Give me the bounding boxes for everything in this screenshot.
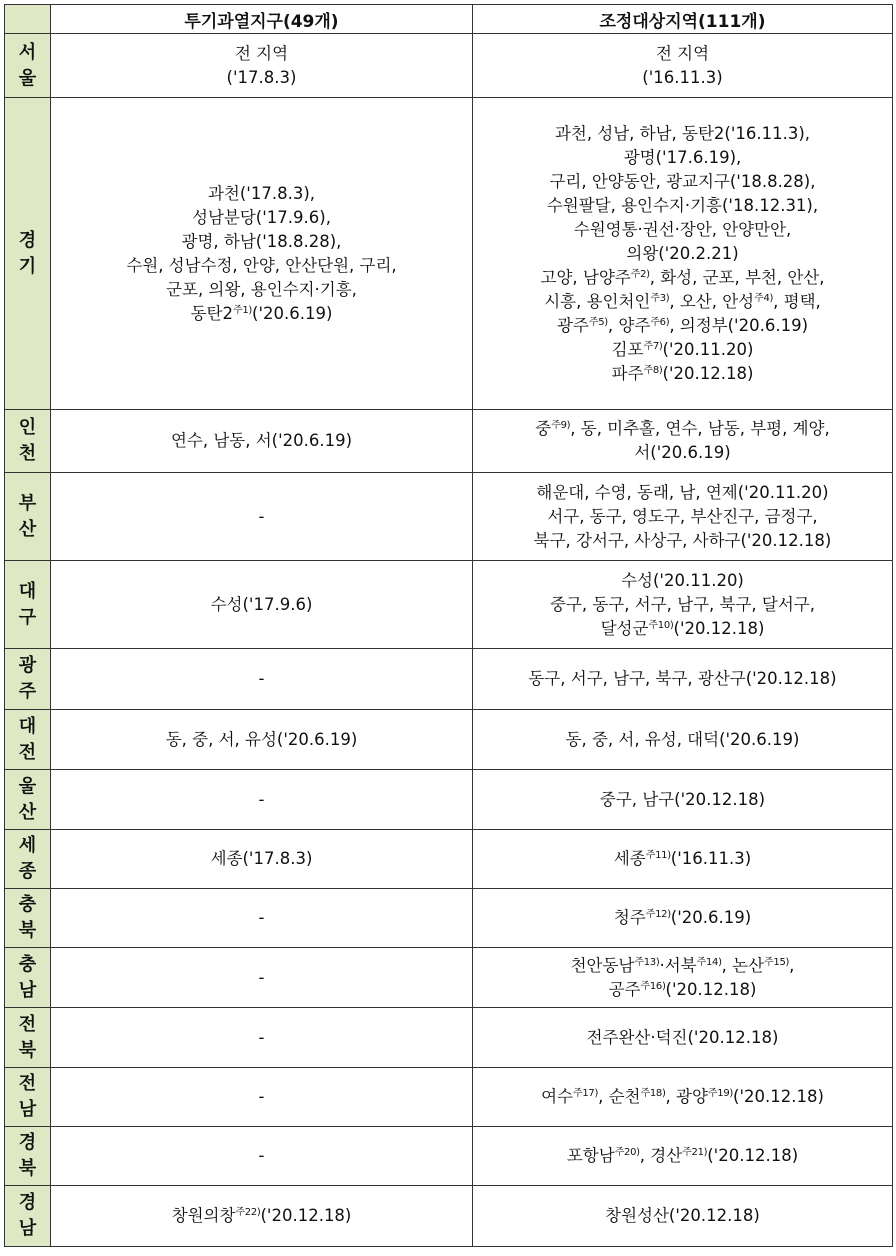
cell-text: , 논산 <box>721 955 765 975</box>
cell-text: 수원, 성남수정, 안양, 안산단원, 구리, <box>126 255 397 275</box>
cell-line <box>479 617 886 641</box>
cell-line <box>479 906 886 930</box>
footnote-marker: 주13) <box>634 956 660 968</box>
header-adjustment-target-areas: 조정대상지역(111개) <box>473 5 893 34</box>
table-row <box>5 830 893 889</box>
cell-line <box>479 1085 886 1109</box>
footnote-marker: 주18) <box>640 1088 666 1099</box>
cell-text: ('16.11.3) <box>670 849 752 868</box>
cell-text: 해운대, 수영, 동래, 남, 연제('20.11.20) <box>536 482 829 502</box>
cell-text: ('20.12.18) <box>662 363 754 383</box>
cell-text: - <box>258 1087 265 1106</box>
adjustment-area-cell <box>473 1008 893 1068</box>
adjustment-area-cell <box>473 34 893 98</box>
cell-text: 전 지역 <box>234 43 289 63</box>
cell-text: ·서북 <box>659 955 697 975</box>
footnote-marker: 주17) <box>572 1088 599 1099</box>
cell-line <box>57 847 466 871</box>
footnote-marker: 주1) <box>232 304 253 316</box>
cell-line <box>479 1026 886 1050</box>
cell-text: 과천('17.8.3), <box>207 183 315 203</box>
footnote-marker: 주19) <box>707 1088 734 1099</box>
region-char: 전 <box>18 1013 37 1035</box>
cell-text: , 평택, <box>773 291 821 311</box>
cell-text: ('20.12.18) <box>260 1206 352 1225</box>
region-label <box>5 948 51 1008</box>
cell-line <box>479 122 886 146</box>
cell-text: 광명, 하남('18.8.28), <box>181 231 342 251</box>
cell-text: , 화성, 군포, 부천, 안산, <box>649 267 825 287</box>
cell-text: ('20.6.19) <box>252 303 333 323</box>
cell-line <box>479 194 886 218</box>
cell-line <box>479 290 886 314</box>
cell-text: , 경산 <box>639 1146 683 1165</box>
cell-line <box>57 302 466 326</box>
cell-text: 서구, 동구, 영도구, 부산진구, 금정구, <box>547 506 818 526</box>
cell-text: 세종('17.8.3) <box>210 849 313 868</box>
region-char: 산 <box>18 518 37 540</box>
cell-text: 수성('17.9.6) <box>210 594 313 614</box>
adjustment-area-cell <box>473 710 893 770</box>
adjustment-area-cell <box>473 1127 893 1186</box>
cell-text: - <box>258 1027 265 1047</box>
region-label <box>5 710 51 770</box>
cell-line <box>479 146 886 170</box>
speculative-district-cell <box>51 1186 473 1247</box>
cell-text: 광주 <box>556 315 589 335</box>
cell-line <box>57 593 466 617</box>
region-label <box>5 1127 51 1186</box>
adjustment-area-cell <box>473 473 893 561</box>
cell-text: - <box>258 908 265 927</box>
speculative-district-cell <box>51 948 473 1008</box>
cell-text: , <box>789 955 795 975</box>
cell-text: ('20.12.18) <box>733 1087 824 1106</box>
region-label <box>5 473 51 561</box>
footnote-marker: 주5) <box>588 316 608 328</box>
region-char: 경 <box>18 1132 37 1153</box>
cell-line <box>57 505 466 529</box>
region-char: 충 <box>18 894 37 915</box>
cell-text: - <box>258 967 265 987</box>
cell-line <box>479 954 886 978</box>
region-char: 종 <box>18 861 37 882</box>
adjustment-area-cell <box>473 98 893 410</box>
cell-line <box>479 593 886 617</box>
cell-text: 의왕('20.2.21) <box>626 243 739 263</box>
speculative-district-cell <box>51 710 473 770</box>
region-label <box>5 561 51 649</box>
adjustment-area-cell <box>473 649 893 710</box>
region-char: 남 <box>18 1218 37 1239</box>
region-char: 경 <box>18 229 37 251</box>
speculative-district-cell <box>51 98 473 410</box>
table-row <box>5 1127 893 1186</box>
cell-text: 여수 <box>541 1087 573 1106</box>
cell-line <box>479 529 886 553</box>
cell-line <box>57 254 466 278</box>
cell-text: 수원영통·권선·장안, 안양만안, <box>573 219 792 239</box>
header-row <box>5 5 893 34</box>
cell-line <box>479 314 886 338</box>
footnote-marker: 주3) <box>650 292 670 304</box>
adjustment-area-cell <box>473 770 893 830</box>
cell-text: ('20.12.18) <box>707 1146 799 1165</box>
adjustment-area-cell <box>473 1068 893 1127</box>
region-char: 천 <box>18 443 37 464</box>
region-char: 울 <box>18 67 37 89</box>
region-char: 광 <box>18 655 37 676</box>
cell-text: ('20.11.20) <box>662 339 754 359</box>
speculative-district-cell <box>51 473 473 561</box>
cell-text: , 광양 <box>665 1087 708 1106</box>
cell-line <box>479 1204 886 1228</box>
cell-line <box>57 230 466 254</box>
region-label <box>5 889 51 948</box>
cell-line <box>479 362 886 386</box>
footnote-marker: 주8) <box>643 364 663 376</box>
cell-line <box>57 182 466 206</box>
cell-text: , 순천 <box>598 1087 641 1106</box>
region-char: 구 <box>18 606 37 628</box>
region-label <box>5 1068 51 1127</box>
table-row <box>5 34 893 98</box>
cell-text: ('16.11.3) <box>642 67 723 87</box>
region-char: 북 <box>18 920 37 941</box>
table-row <box>5 948 893 1008</box>
region-char: 울 <box>18 775 37 797</box>
cell-line <box>479 1144 886 1168</box>
cell-text: 서('20.6.19) <box>634 443 731 462</box>
cell-line <box>57 1026 466 1050</box>
cell-text: , 동, 미추홀, 연수, 남동, 부평, 계양, <box>570 419 830 438</box>
cell-text: 고양, 남양주 <box>540 267 631 287</box>
cell-text: 군포, 의왕, 용인수지·기흥, <box>166 279 357 299</box>
cell-line <box>57 278 466 302</box>
speculative-district-cell <box>51 34 473 98</box>
region-char: 충 <box>18 953 37 975</box>
footnote-marker: 주20) <box>614 1147 640 1158</box>
adjustment-area-cell <box>473 889 893 948</box>
cell-line <box>479 266 886 290</box>
table-row <box>5 1186 893 1247</box>
cell-line <box>57 788 466 812</box>
table-row <box>5 561 893 649</box>
cell-text: ('20.12.18) <box>673 618 765 638</box>
cell-line <box>57 42 466 66</box>
footnote-marker: 주9) <box>551 420 571 431</box>
region-char: 북 <box>18 1039 37 1061</box>
cell-text: 시흥, 용인처인 <box>544 291 651 311</box>
cell-line <box>57 66 466 90</box>
cell-line <box>479 218 886 242</box>
cell-text: 중구, 남구('20.12.18) <box>599 789 766 809</box>
cell-text: 동구, 서구, 남구, 북구, 광산구('20.12.18) <box>528 669 837 688</box>
cell-text: 수성('20.11.20) <box>621 570 744 590</box>
cell-line <box>57 966 466 990</box>
footnote-marker: 주15) <box>764 956 790 968</box>
footnote-marker: 주2) <box>630 268 650 280</box>
cell-text: - <box>258 506 265 526</box>
table-row <box>5 770 893 830</box>
cell-text: 김포 <box>611 339 644 359</box>
cell-text: 전 지역 <box>655 43 710 63</box>
region-char: 남 <box>18 979 37 1001</box>
cell-text: 달성군 <box>600 618 649 638</box>
region-char: 부 <box>18 492 37 514</box>
footnote-marker: 주6) <box>650 316 670 328</box>
cell-text: 수원팔달, 용인수지·기흥('18.12.31), <box>546 195 819 215</box>
region-char: 인 <box>18 417 37 438</box>
cell-text: 연수, 남동, 서('20.6.19) <box>170 431 353 450</box>
cell-line <box>57 1204 466 1228</box>
cell-text: 창원성산('20.12.18) <box>605 1206 760 1225</box>
footnote-marker: 주10) <box>648 619 674 631</box>
footnote-marker: 주11) <box>645 850 671 861</box>
region-label <box>5 34 51 98</box>
cell-line <box>479 847 886 871</box>
table-body <box>5 34 893 1247</box>
cell-text: 공주 <box>608 979 641 999</box>
footnote-marker: 주22) <box>235 1207 261 1218</box>
region-label <box>5 1186 51 1247</box>
cell-text: 동, 중, 서, 유성, 대덕('20.6.19) <box>565 729 800 749</box>
speculative-district-cell <box>51 1127 473 1186</box>
cell-line <box>479 978 886 1002</box>
cell-text: 과천, 성남, 하남, 동탄2('16.11.3), <box>554 123 811 143</box>
cell-text: 중구, 동구, 서구, 남구, 북구, 달서구, <box>550 594 815 614</box>
table-row <box>5 473 893 561</box>
footnote-marker: 주16) <box>640 980 666 992</box>
cell-line <box>479 170 886 194</box>
footnote-marker: 주7) <box>643 340 663 352</box>
header-corner <box>5 5 51 34</box>
region-char: 경 <box>18 1192 37 1213</box>
cell-line <box>57 429 466 453</box>
speculative-district-cell <box>51 649 473 710</box>
footnote-marker: 주4) <box>754 292 774 304</box>
cell-text: 청주 <box>613 908 646 927</box>
footnote-marker: 주14) <box>696 956 722 968</box>
adjustment-area-cell <box>473 948 893 1008</box>
cell-line <box>57 667 466 691</box>
cell-text: 중 <box>535 419 552 438</box>
cell-text: ('17.8.3) <box>226 67 297 87</box>
cell-text: , 오산, 안성 <box>669 291 755 311</box>
cell-text: 동, 중, 서, 유성('20.6.19) <box>165 729 358 749</box>
region-char: 대 <box>18 580 37 602</box>
cell-text: 천안동남 <box>570 955 635 975</box>
cell-text: ('20.6.19) <box>670 908 752 927</box>
cell-line <box>479 338 886 362</box>
cell-text: 파주 <box>611 363 644 383</box>
cell-line <box>57 206 466 230</box>
cell-text: 창원의창 <box>171 1206 236 1225</box>
speculative-district-cell <box>51 889 473 948</box>
region-char: 전 <box>18 741 37 763</box>
cell-text: , 양주 <box>607 315 651 335</box>
region-char: 대 <box>18 715 37 737</box>
cell-line <box>479 441 886 465</box>
adjustment-area-cell <box>473 830 893 889</box>
region-label <box>5 410 51 473</box>
cell-line <box>57 906 466 930</box>
cell-line <box>479 667 886 691</box>
speculative-district-cell <box>51 830 473 889</box>
region-label <box>5 1008 51 1068</box>
table-row <box>5 889 893 948</box>
footnote-marker: 주21) <box>682 1147 708 1158</box>
region-char: 기 <box>18 255 37 277</box>
cell-line <box>479 42 886 66</box>
cell-line <box>479 569 886 593</box>
cell-text: 구리, 안양동안, 광교지구('18.8.28), <box>549 171 816 191</box>
region-label <box>5 770 51 830</box>
table-row <box>5 410 893 473</box>
cell-text: 북구, 강서구, 사상구, 사하구('20.12.18) <box>533 530 832 550</box>
cell-text: 세종 <box>613 849 646 868</box>
cell-line <box>479 242 886 266</box>
cell-line <box>479 728 886 752</box>
region-label <box>5 649 51 710</box>
table-row <box>5 1008 893 1068</box>
cell-text: 포항남 <box>566 1146 615 1165</box>
cell-line <box>479 788 886 812</box>
region-char: 세 <box>18 835 37 856</box>
region-label <box>5 830 51 889</box>
cell-text: 동탄2 <box>190 303 233 323</box>
speculative-district-cell <box>51 561 473 649</box>
table-row <box>5 649 893 710</box>
cell-line <box>479 66 886 90</box>
speculative-district-cell <box>51 1068 473 1127</box>
table-row <box>5 98 893 410</box>
cell-text: ('20.12.18) <box>665 979 757 999</box>
cell-text: 전주완산·덕진('20.12.18) <box>586 1027 779 1047</box>
adjustment-area-cell <box>473 410 893 473</box>
footnote-marker: 주12) <box>645 909 671 920</box>
header-speculative-overheated-districts: 투기과열지구(49개) <box>51 5 473 34</box>
cell-text: 성남분당('17.9.6), <box>192 207 331 227</box>
adjustment-area-cell <box>473 561 893 649</box>
region-char: 남 <box>18 1099 37 1120</box>
cell-line <box>479 505 886 529</box>
speculative-district-cell <box>51 410 473 473</box>
cell-text: - <box>258 1146 265 1165</box>
table-row <box>5 1068 893 1127</box>
cell-line <box>57 1085 466 1109</box>
region-char: 북 <box>18 1158 37 1179</box>
region-char: 전 <box>18 1073 37 1094</box>
speculative-district-cell <box>51 1008 473 1068</box>
region-char: 주 <box>18 681 37 702</box>
cell-text: , 의정부('20.6.19) <box>669 315 809 335</box>
region-label <box>5 98 51 410</box>
cell-text: - <box>258 669 265 688</box>
cell-line <box>57 728 466 752</box>
cell-line <box>479 417 886 441</box>
adjustment-area-cell <box>473 1186 893 1247</box>
cell-text: 광명('17.6.19), <box>623 147 742 167</box>
cell-line <box>479 481 886 505</box>
region-char: 서 <box>18 41 37 63</box>
region-char: 산 <box>18 801 37 823</box>
speculative-district-cell <box>51 770 473 830</box>
regulated-areas-table <box>4 4 893 1247</box>
cell-text: - <box>258 789 265 809</box>
table-row <box>5 710 893 770</box>
cell-line <box>57 1144 466 1168</box>
